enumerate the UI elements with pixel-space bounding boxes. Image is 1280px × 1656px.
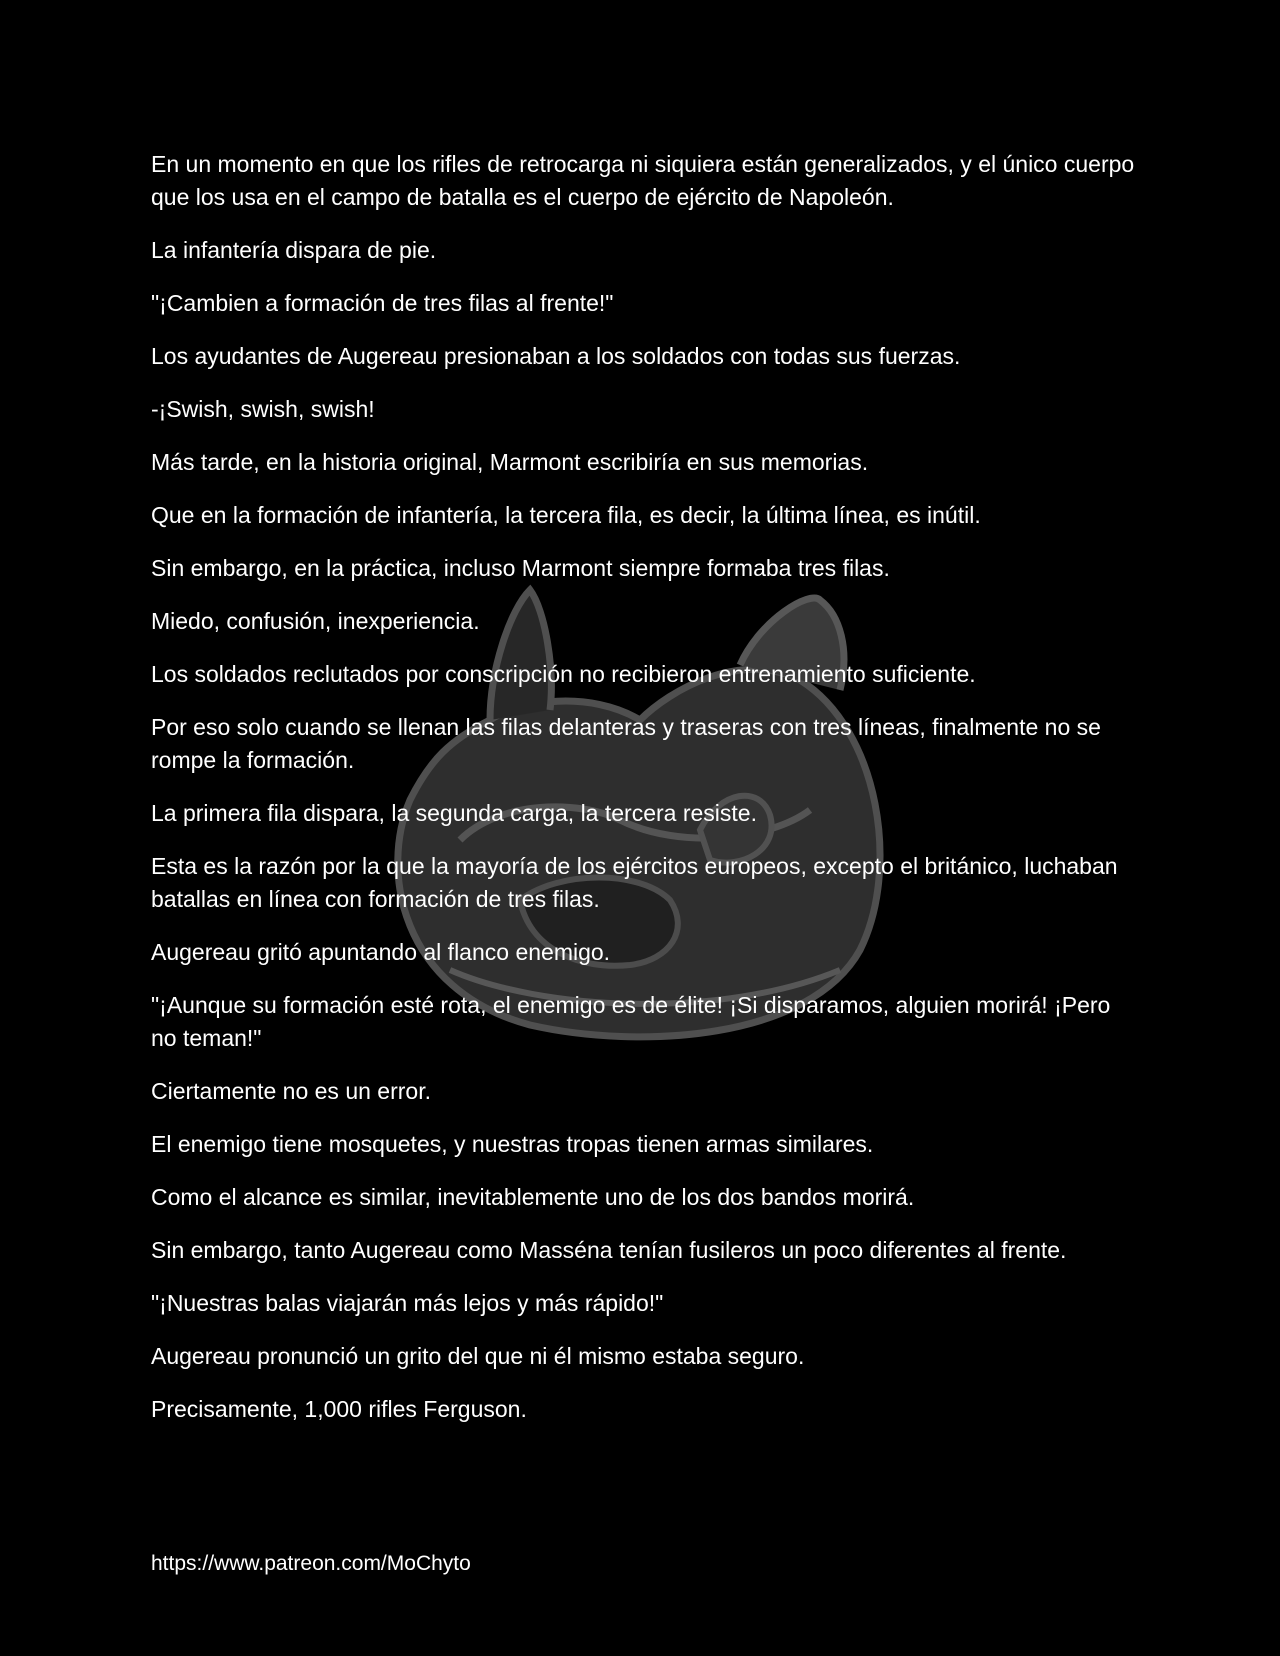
chapter-text bbox=[151, 148, 1141, 1446]
paragraph: Sin embargo, en la práctica, incluso Marmont siempre formaba tres filas. bbox=[151, 555, 890, 581]
paragraph: Miedo, confusión, inexperiencia. bbox=[151, 608, 480, 634]
paragraph: La infantería dispara de pie. bbox=[151, 237, 437, 263]
paragraph: El enemigo tiene mosquetes, y nuestras tropas tienen armas similares. bbox=[151, 1131, 874, 1157]
paragraph: Los soldados reclutados por conscripción no recibieron entrenamiento suficiente. bbox=[151, 661, 976, 687]
paragraph: Más tarde, en la historia original, Marmont escribiría en sus memorias. bbox=[151, 449, 869, 475]
paragraph: -¡Swish, swish, swish! bbox=[151, 396, 375, 422]
paragraph: "¡Nuestras balas viajarán más lejos y más rápido!" bbox=[151, 1290, 664, 1316]
paragraph: Los ayudantes de Augereau presionaban a los soldados con todas sus fuerzas. bbox=[151, 343, 961, 369]
paragraph: Por eso solo cuando se llenan las filas delanteras y traseras con tres líneas, finalmente no se rompe la formación. bbox=[151, 714, 1101, 773]
paragraph: Esta es la razón por la que la mayoría de los ejércitos europeos, excepto el británico, luchaban batallas en línea con formación de tres filas. bbox=[151, 853, 1118, 912]
paragraph: La primera fila dispara, la segunda carga, la tercera resiste. bbox=[151, 800, 757, 826]
paragraph: "¡Cambien a formación de tres filas al frente!" bbox=[151, 290, 614, 316]
paragraph: En un momento en que los rifles de retrocarga ni siquiera están generalizados, y el único cuerpo que los usa en el campo de batalla es el cuerpo de ejército de Napoleón. bbox=[151, 151, 1135, 210]
patreon-link[interactable]: https://www.patreon.com/MoChyto bbox=[151, 1552, 471, 1575]
paragraph: Augereau gritó apuntando al flanco enemigo. bbox=[151, 939, 611, 965]
paragraph: Ciertamente no es un error. bbox=[151, 1078, 431, 1104]
paragraph: Precisamente, 1,000 rifles Ferguson. bbox=[151, 1396, 527, 1422]
paragraph: Como el alcance es similar, inevitablemente uno de los dos bandos morirá. bbox=[151, 1184, 915, 1210]
paragraph: Augereau pronunció un grito del que ni él mismo estaba seguro. bbox=[151, 1343, 805, 1369]
paragraph: Que en la formación de infantería, la tercera fila, es decir, la última línea, es inútil. bbox=[151, 502, 981, 528]
paragraph: Sin embargo, tanto Augereau como Masséna tenían fusileros un poco diferentes al frente. bbox=[151, 1237, 1067, 1263]
paragraph: "¡Aunque su formación esté rota, el enemigo es de élite! ¡Si disparamos, alguien morirá! ¡Pero no teman!" bbox=[151, 992, 1111, 1051]
